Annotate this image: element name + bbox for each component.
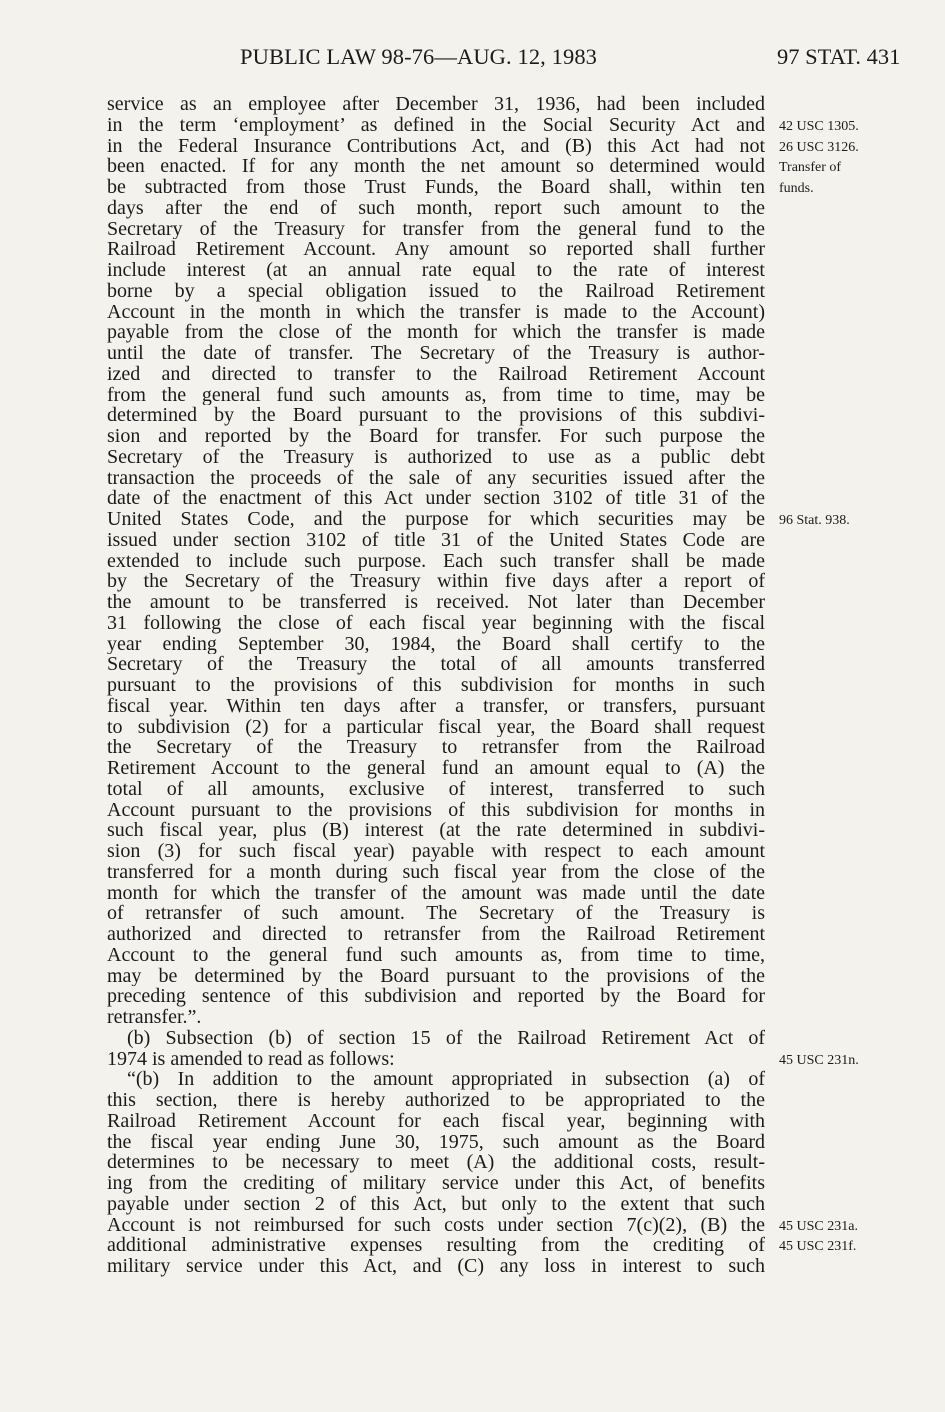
body-line: retransfer.”. [107, 1007, 202, 1028]
body-line: Account pursuant to the provisions of this subdivision for months in [107, 799, 765, 821]
margin-note: 96 Stat. 938. [779, 513, 850, 528]
statute-body-text [107, 94, 765, 1277]
body-line: military service under this Act, and (C) any loss in interest to such [107, 1256, 765, 1277]
margin-note: funds. [779, 181, 814, 196]
margin-note: 26 USC 3126. [779, 139, 859, 155]
body-line: United States Code, and the purpose for which securities may be [107, 509, 765, 530]
body-line: Account in the month in which the transfer is made to the Account) [107, 301, 765, 323]
body-line: Secretary of the Treasury the total of all amounts transferred [107, 654, 765, 675]
body-line: Retirement Account to the general fund an amount equal to (A) the [107, 758, 765, 779]
body-line: Secretary of the Treasury is authorized to use as a public debt [107, 446, 765, 468]
body-line: be subtracted from those Trust Funds, the Board shall, within ten [107, 177, 765, 198]
body-line: total of all amounts, exclusive of interest, transferred to such [107, 778, 765, 800]
body-line: Secretary of the Treasury for transfer from the general fund to the [107, 218, 765, 240]
body-line: the fiscal year ending June 30, 1975, such amount as the Board [107, 1131, 765, 1153]
margin-note: 45 USC 231a. [779, 1218, 858, 1234]
body-line: Railroad Retirement Account for each fiscal year, beginning with [107, 1110, 765, 1132]
body-line: year ending September 30, 1984, the Board shall certify to the [107, 633, 765, 655]
body-line: by the Secretary of the Treasury within five days after a report of [107, 571, 765, 592]
body-line: the Secretary of the Treasury to retransfer from the Railroad [107, 737, 765, 758]
body-line: service as an employee after December 31, 1936, had been included [107, 94, 765, 115]
body-line: 1974 is amended to read as follows: [107, 1048, 395, 1070]
margin-note: 45 USC 231n. [779, 1052, 859, 1068]
body-line: in the Federal Insurance Contributions Act, and (B) this Act had not [107, 135, 765, 157]
body-line: additional administrative expenses resulting from the crediting of [107, 1235, 765, 1256]
body-line: include interest (at an annual rate equal to the rate of interest [107, 260, 765, 281]
body-line: payable from the close of the month for which the transfer is made [107, 322, 765, 343]
body-line: fiscal year. Within ten days after a transfer, or transfers, pursuant [107, 695, 765, 717]
body-line: (b) Subsection (b) of section 15 of the Railroad Retirement Act of [127, 1027, 765, 1049]
body-line: such fiscal year, plus (B) interest (at the rate determined in subdivi- [107, 820, 765, 841]
body-line: of retransfer of such amount. The Secretary of the Treasury is [107, 903, 765, 924]
body-line: sion (3) for such fiscal year) payable with respect to each amount [107, 841, 765, 862]
body-line: until the date of transfer. The Secretary of the Treasury is author- [107, 343, 765, 364]
body-line: determines to be necessary to meet (A) the additional costs, result- [107, 1152, 765, 1173]
body-line: “(b) In addition to the amount appropriated in subsection (a) of [127, 1069, 765, 1090]
margin-note: 42 USC 1305. [779, 118, 859, 134]
body-line: extended to include such purpose. Each such transfer shall be made [107, 550, 765, 572]
body-line: from the general fund such amounts as, from time to time, may be [107, 384, 765, 406]
body-line: date of the enactment of this Act under section 3102 of title 31 of the [107, 488, 765, 509]
margin-note: Transfer of [779, 160, 842, 176]
body-line: may be determined by the Board pursuant to the provisions of the [107, 965, 765, 987]
body-line: been enacted. If for any month the net amount so determined would [107, 156, 765, 177]
body-line: Account to the general fund such amounts as, from time to time, [107, 944, 765, 966]
body-line: preceding sentence of this subdivision and reported by the Board for [107, 986, 765, 1007]
body-line: days after the end of such month, report such amount to the [107, 197, 765, 219]
body-line: Account is not reimbursed for such costs under section 7(c)(2), (B) the [107, 1214, 765, 1236]
body-line: the amount to be transferred is received. Not later than December [107, 592, 765, 613]
body-line: determined by the Board pursuant to the provisions of this subdivi- [107, 405, 765, 426]
body-line: payable under section 2 of this Act, but only to the extent that such [107, 1193, 765, 1215]
body-line: sion and reported by the Board for transfer. For such purpose the [107, 426, 765, 447]
running-head-title: PUBLIC LAW 98-76—AUG. 12, 1983 [240, 44, 598, 69]
body-line: authorized and directed to retransfer from the Railroad Retirement [107, 924, 765, 945]
body-line: to subdivision (2) for a particular fiscal year, the Board shall request [107, 716, 765, 738]
statute-page-number: 97 STAT. 431 [777, 44, 901, 69]
body-line: borne by a special obligation issued to the Railroad Retirement [107, 280, 765, 302]
body-line: issued under section 3102 of title 31 of the United States Code are [107, 529, 765, 551]
body-line: 31 following the close of each fiscal year beginning with the fiscal [107, 612, 765, 634]
body-line: month for which the transfer of the amount was made until the date [107, 882, 765, 904]
body-line: Railroad Retirement Account. Any amount so reported shall further [107, 239, 765, 260]
body-line: transaction the proceeds of the sale of any securities issued after the [107, 467, 765, 489]
body-line: ing from the crediting of military service under this Act, of benefits [107, 1173, 765, 1194]
margin-note: 45 USC 231f. [779, 1239, 857, 1255]
body-line: in the term ‘employment’ as defined in the Social Security Act and [107, 114, 765, 136]
body-line: transferred for a month during such fiscal year from the close of the [107, 861, 765, 883]
body-line: this section, there is hereby authorized to be appropriated to the [107, 1090, 765, 1111]
body-line: pursuant to the provisions of this subdivision for months in such [107, 675, 765, 696]
body-line: ized and directed to transfer to the Railroad Retirement Account [107, 363, 765, 385]
